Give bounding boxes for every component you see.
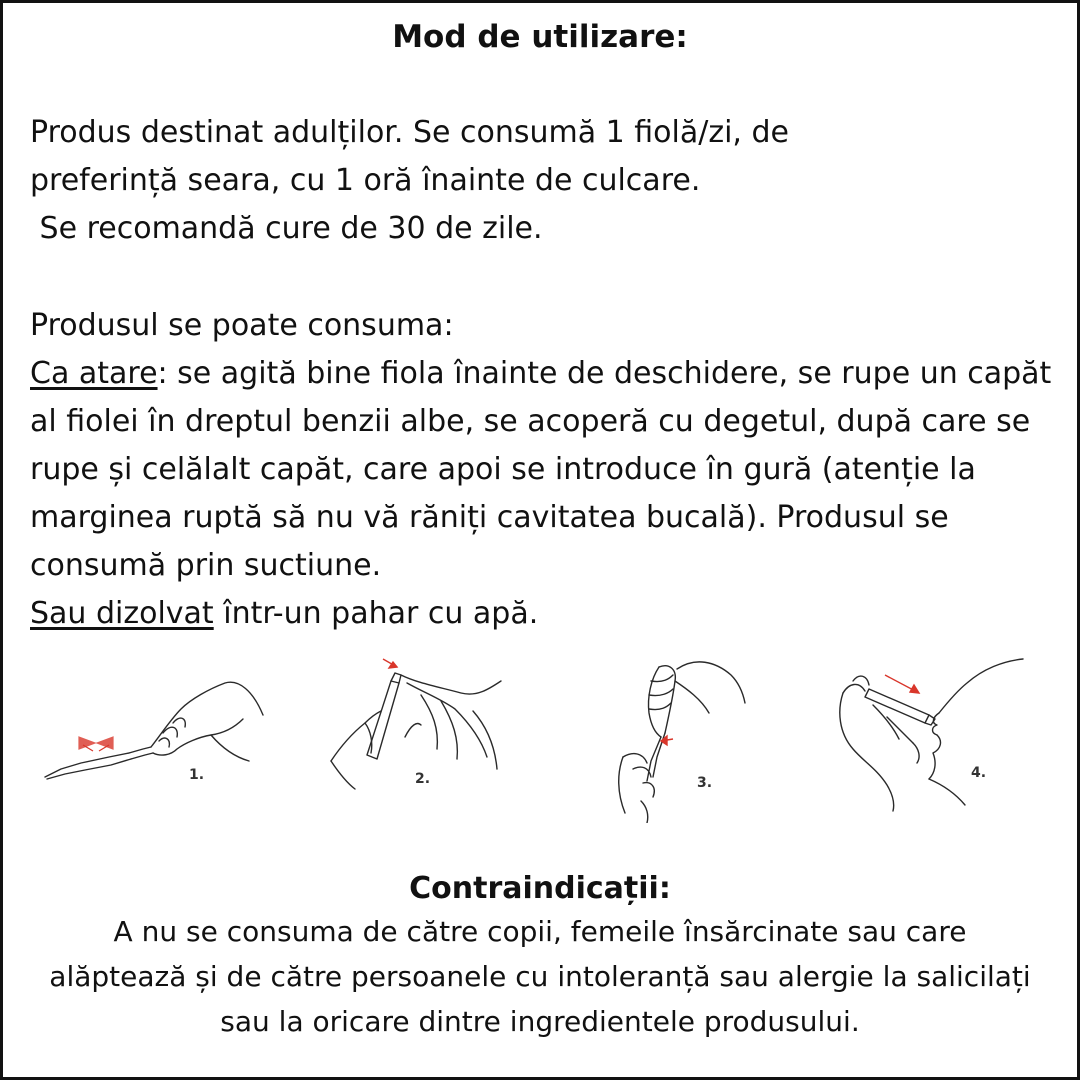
- press-arrow-icon: [383, 659, 397, 668]
- option-as-is-label: Ca atare: [30, 356, 158, 391]
- direction-arrow-icon: [885, 675, 919, 693]
- option-dissolved-text: într-un pahar cu apă.: [213, 596, 539, 631]
- usage-title: Mod de utilizare:: [392, 19, 688, 55]
- consumption-paragraph: [30, 302, 1070, 638]
- step-3: [603, 653, 753, 823]
- ampoule-break-other-end-illustration-icon: [603, 653, 753, 823]
- step-4: [833, 653, 1033, 823]
- usage-line-3: Se recomandă cure de 30 de zile.: [30, 211, 543, 246]
- step-2: [321, 653, 541, 823]
- step-1: [39, 653, 275, 823]
- step-4-number: 4.: [971, 765, 987, 781]
- ampoule-drink-illustration-icon: [833, 653, 1033, 823]
- ampoule-cover-finger-illustration-icon: [321, 653, 541, 823]
- usage-steps-illustrations: [3, 653, 1077, 823]
- step-2-number: 2.: [415, 771, 431, 787]
- contraindications-title: Contraindicații:: [409, 871, 671, 906]
- break-arrows-icon: [79, 737, 113, 751]
- option-dissolved-label: Sau dizolvat: [30, 596, 214, 631]
- usage-paragraph: [30, 109, 1070, 253]
- ampoule-break-end-illustration-icon: [39, 653, 275, 823]
- contraindications-text: A nu se consuma de către copii, femeile însărcinate sau care alăptează și de către persoanele cu intoleranță sau alergie la salicilați sau la oricare dintre ingredientele produsului.: [49, 915, 1031, 1038]
- step-3-number: 3.: [697, 775, 713, 791]
- consumption-intro: Produsul se poate consuma:: [30, 308, 454, 343]
- usage-line-2: preferință seara, cu 1 oră înainte de culcare.: [30, 163, 701, 198]
- press-arrow-icon: [661, 736, 673, 745]
- usage-line-1: Produs destinat adulților. Se consumă 1 fiolă/zi, de: [30, 115, 789, 150]
- step-1-number: 1.: [189, 767, 205, 783]
- option-as-is-text: : se agită bine fiola înainte de deschidere, se rupe un capăt al fiolei în dreptul benzii albe, se acoperă cu degetul, după care se rupe și celălalt capăt, care apoi se introduce în gură (atenție la marginea ruptă să nu vă răniți cavitatea bucală). Produsul se consumă prin suctiune.: [30, 356, 1061, 583]
